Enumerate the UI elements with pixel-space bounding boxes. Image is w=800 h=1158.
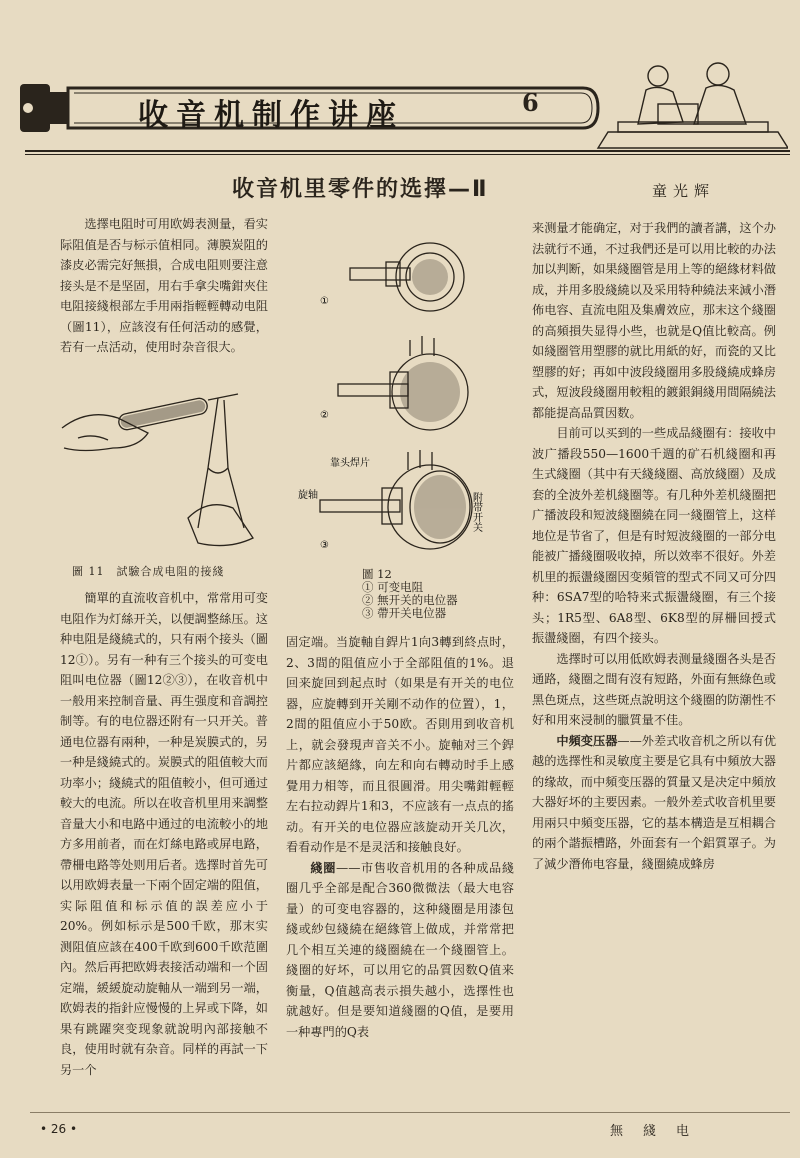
- paragraph: 固定端。当旋軸自銲片1向3轉到終点时，2、3間的阻值应小于全部阻值的1%。退回来旋回到起点时（如果是有开关的电位器，应旋轉到开关剛不动作的位置），1，2間的阻值应小于50欧。否則用到收音机上，就会發現声音关不小。旋軸对三个銲片都应該絕緣，向左和向右轉动时手上感覺用力相等，而且很圓滑。用尖嘴鉗輕輕左右拉动銲片1和3，不应該有一点点的搖动。有开关的电位器应該旋动开关几次，看看动作是不是灵活和接触良好。: [286, 635, 514, 854]
- page-number: • 26 •: [40, 1122, 78, 1136]
- figure-11-illustration: [58, 378, 280, 554]
- figure-12-caption-item: ③ 帶开关电位器: [362, 606, 447, 620]
- section-text: ——外差式收音机之所以有优越的选擇性和灵敏度主要是它具有中頻放大器的缘故，而中頻变压器的質量又是决定中頻放大器好坏的主要因素。一般外差式收音机里要用兩只中頻变压器，它的基本構造是互相耦合的兩个諧振槽路，外面套有一个鋁質罩子。为了減少潛佈电容量，綫圈繞成蜂房: [532, 733, 777, 871]
- figure-12-switch-label: 附带开关: [470, 492, 482, 532]
- column-2: [286, 632, 514, 1042]
- paragraph: 目前可以买到的一些成品綫圈有：接收中波广播段550—1600千週的矿石机綫圈和再生式綫圈（其中有天綫綫圈、高放綫圈）及成套的全波外差机綫圈等。有几种外差机綫圈把广播波段和短波綫圈繞在同一綫圈管上，这样地位是节省了，但是有时短波綫圈的一部分电能被广播綫圈吸收掉，所以效率不很好。外差机里的振盪綫圈因变頻管的型式不同又可分四种：6SA7型的哈特来式振盪綫圈，有三个接头；1R5型、6A8型、6K8型的屏柵回授式振盪綫圈，有四个接头。: [532, 426, 776, 645]
- column-3: [532, 218, 776, 874]
- article-title: 收音机里零件的选擇—Ⅱ: [232, 177, 489, 202]
- figure-12-caption-item: ① 可变电阻: [362, 580, 424, 594]
- figure-12-shaft-label: 旋轴: [298, 490, 318, 501]
- header-rule-thin: [25, 154, 790, 155]
- figure-12-caption-item: ② 無开关的电位器: [362, 593, 458, 607]
- header-rule: [25, 150, 790, 152]
- series-title: 收音机制作讲座: [138, 98, 404, 133]
- figure-11-caption: 圖 11 試驗合成电阻的接綫: [72, 565, 225, 578]
- column-1-top: [60, 214, 268, 358]
- section-text: ——市售收音机用的各种成品綫圈几乎全部是配合360微微法（最大电容量）的可变电容器的，这种綫圈是用漆包綫或紗包綫繞在絕緣管上做成，并常常把几个相互关連的綫圈繞在一个綫圈管上。綫圈的好坏，可以用它的品質因数Q值来衡量，Q值越高表示損失越小，选擇性也就越好。但是要知道綫圈的Q值，是要用一种專門的Q表: [286, 860, 515, 1039]
- issue-number: 6: [522, 88, 539, 117]
- figure-12-label-2: ②: [320, 410, 329, 421]
- paragraph: 选擇时可以用低欧姆表测量綫圈各头是否通路，綫圈之間有沒有短路，外面有無綠色或黑色斑点，这些斑点說明这个綫圈的防潮性不好和用來浸制的臘質量不佳。: [532, 651, 776, 727]
- section-heading-coils: 綫圈: [310, 860, 336, 875]
- figure-12-caption-title: 圖 12: [362, 567, 392, 581]
- paragraph: 选擇电阻时可用欧姆表测量，看实际阻值是否与标示值相同。薄膜炭阻的漆皮必需完好無損，合成电阻则要注意接头是不是坚固，用右手拿尖嘴鉗夾住电阻接綫根部左手用兩指輕輕轉动电阻（圖11），应該沒有任何活动的感覺，若有一点活动，使用时杂音很大。: [60, 217, 268, 354]
- paragraph: 簡單的直流收音机中，常常用可变电阻作为灯絲开关，以便調整絲压。这种电阻是綫繞式的，只有兩个接头（圖12①）。另有一种有三个接头的可变电阻叫电位器（圖12②③），在收音机中一般用来控制音量、再生强度和音調控制等。有的电位器还附有一只开关。普通电位器有兩种，一种是炭膜式的，另一种是綫繞式的。炭膜式的阻值較大而功率小；綫繞式的阻值較小，但可通过較大的电流。所以在收音机里用来調整音量大小和电路中通过的电流較小的地方多用前者，而在灯絲电路或屏电路，帶柵电路等处则用后者。选擇时首先可以用欧姆表量一下兩个固定端的阻值，实际阻值和标示值的誤差应小于20%。例如标示是500千欧，那末实测阻值应該在400千欧到600千欧范圍內。然后再把欧姆表接活动端和一个固定端，緩緩旋动旋軸从一端到另一端，欧姆表的指針应慢慢的上昇或下降，如果有跳躍突变现象就說明內部接触不良，使用时就有杂音。同样的再試一下另一个: [60, 591, 268, 1077]
- figure-12-caption: [362, 568, 458, 620]
- article-author: 童光辉: [652, 182, 716, 200]
- section-coils: [286, 858, 514, 1043]
- section-heading-if-transformer: 中頻变压器: [556, 733, 618, 748]
- footer-rule: [30, 1112, 790, 1113]
- magazine-name: 無綫电: [610, 1124, 710, 1139]
- paragraph: 来测量才能确定，对于我們的讀者講，这个办法就行不通，不过我們还是可以用比較的办法加以判断，如果綫圈管是用上等的絕緣材料做成，并用多股綫繞以及采用特种繞法来減小潛佈电容、直流电阻及集膚效应，那末这个綫圈的高頻損失显得小些，也就是Q值比較高。例如綫圈管用塑膠的就比用紙的好，而瓷的又比塑膠的好；再如中波段綫圈用多股綫繞成蜂房式，短波段綫圈用較粗的鍍銀銅綫用間隔繞法都能提高品質因数。: [532, 221, 776, 420]
- figure-12-label-3: ③: [320, 540, 329, 551]
- figure-12-illustration: [290, 222, 512, 572]
- figure-12-lead-label: 靠头焊片: [330, 458, 370, 469]
- figure-12-label-1: ①: [320, 296, 329, 307]
- section-if-transformer: [532, 731, 776, 875]
- column-1-bottom: [60, 588, 268, 1080]
